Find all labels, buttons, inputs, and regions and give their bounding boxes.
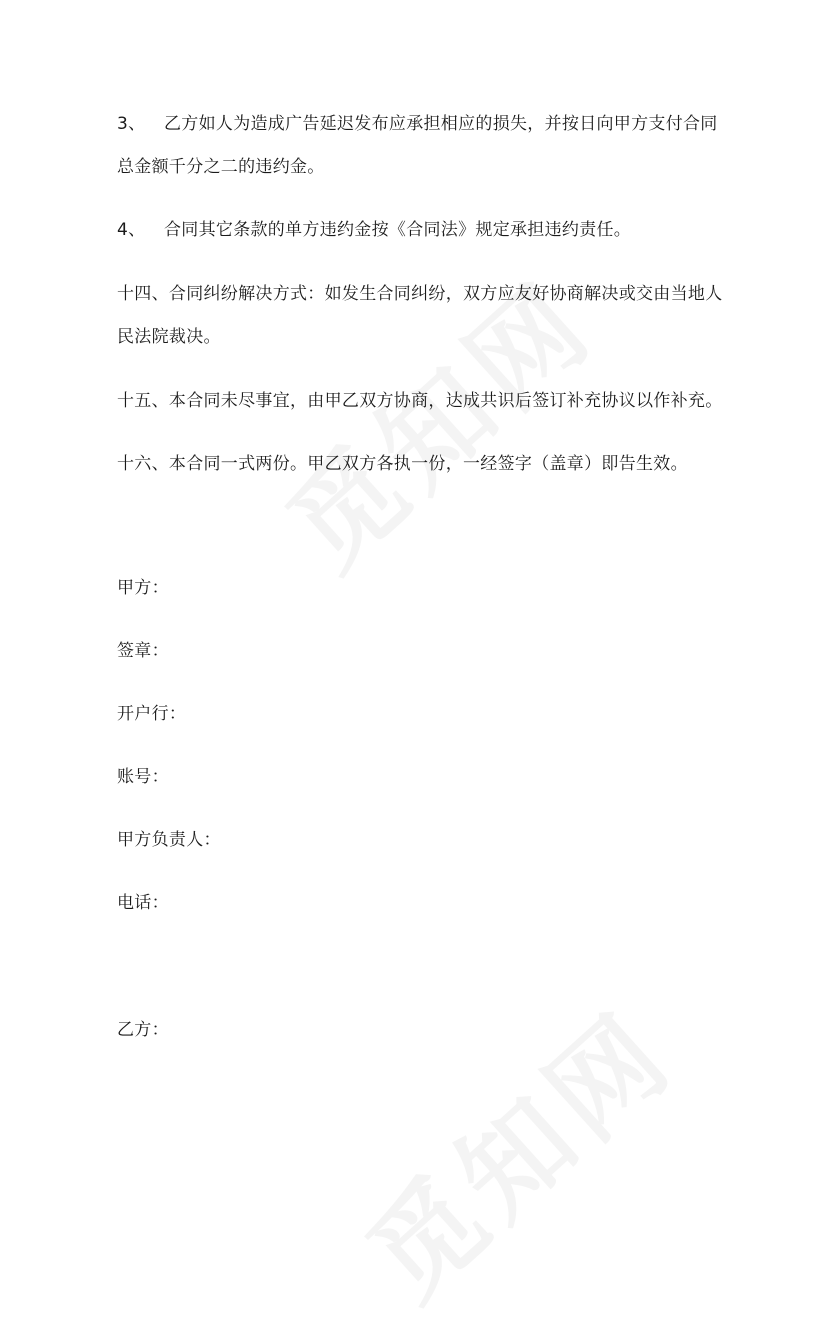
article-16: 十六、本合同一式两份。甲乙双方各执一份，一经签字（盖章）即告生效。	[117, 454, 688, 474]
phone-label: 电话：	[117, 893, 169, 913]
article-14-line-1: 十四、合同纠纷解决方式：如发生合同纠纷，双方应友好协商解决或交由当地人	[117, 284, 723, 304]
watermark-bottom	[328, 970, 701, 1328]
party-b-label: 乙方：	[117, 1020, 169, 1040]
account-label: 账号：	[117, 767, 169, 787]
party-a-label: 甲方：	[117, 578, 169, 598]
clause-3-text: 乙方如人为造成广告延迟发布应承担相应的损失，并按日向甲方支付合同	[164, 114, 718, 134]
clause-4	[117, 220, 631, 240]
article-15: 十五、本合同未尽事宜，由甲乙双方协商，达成共识后签订补充协议以作补充。	[117, 391, 723, 411]
clause-3-line-2: 总金额千分之二的违约金。	[117, 157, 325, 177]
seal-label: 签章：	[117, 641, 169, 661]
clause-4-number: 4、	[117, 220, 146, 240]
clause-3-line-1	[117, 114, 718, 134]
bank-label: 开户行：	[117, 704, 187, 724]
clause-3-number: 3、	[117, 114, 146, 134]
article-14-line-2: 民法院裁决。	[117, 327, 221, 347]
party-a-person-label: 甲方负责人：	[117, 830, 221, 850]
clause-4-text: 合同其它条款的单方违约金按《合同法》规定承担违约责任。	[164, 220, 632, 240]
